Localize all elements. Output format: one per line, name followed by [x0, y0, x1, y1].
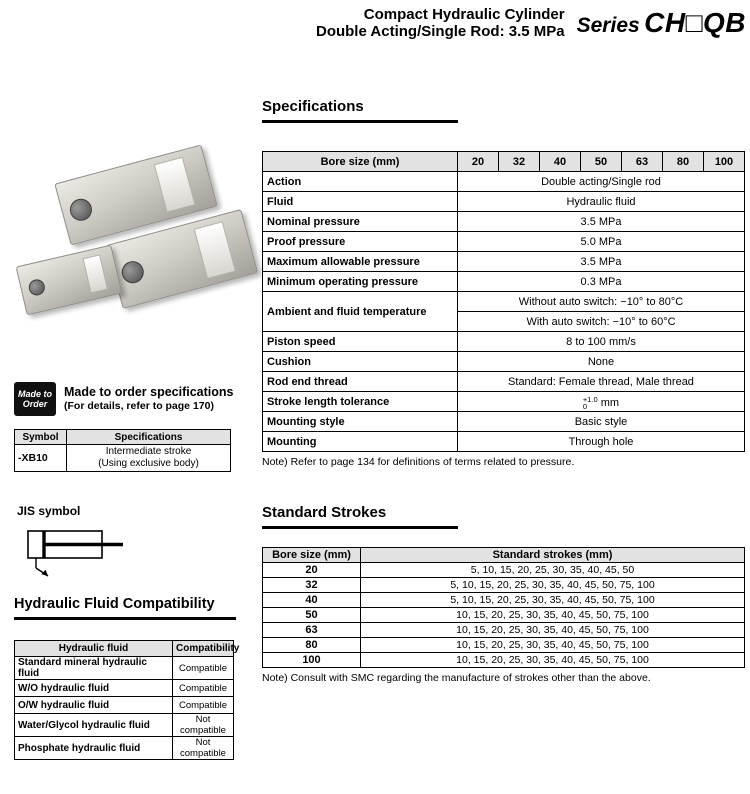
spec-row-value: Standard: Female thread, Male thread — [458, 372, 745, 392]
spec-row-value: 3.5 MPa — [458, 212, 745, 232]
spec-row-value: Through hole — [458, 432, 745, 452]
table-row — [263, 653, 745, 668]
cylinder-rod-end-icon — [67, 196, 94, 223]
fluid-col-header: Hydraulic fluid — [15, 641, 173, 657]
cylinder-rod-end-icon — [27, 278, 46, 297]
table-row — [263, 623, 745, 638]
strokes-value: 10, 15, 20, 25, 30, 35, 40, 45, 50, 75, 100 — [361, 653, 745, 668]
strokes-value: 5, 10, 15, 20, 25, 30, 35, 40, 45, 50, 75, 100 — [361, 593, 745, 608]
spec-row-value: 0.3 MPa — [458, 272, 745, 292]
spec-row-label: Ambient and fluid temperature — [263, 292, 458, 332]
series-title — [577, 7, 746, 39]
bore-value: 63 — [263, 623, 361, 638]
cylinder-label-band — [82, 254, 108, 293]
spec-row-value: None — [458, 352, 745, 372]
spec-row-label: Stroke length tolerance — [263, 392, 458, 412]
bore-size-header: Bore size (mm) — [263, 152, 458, 172]
spec-row-value — [458, 392, 745, 412]
made-to-order-text — [64, 385, 233, 413]
page-header — [316, 6, 746, 40]
tolerance-lower: 0 — [582, 402, 588, 411]
table-row — [263, 432, 745, 452]
bore-value: 80 — [263, 638, 361, 653]
symbol-spec-line1: Intermediate stroke — [105, 446, 192, 457]
bore-size-value: 50 — [581, 152, 622, 172]
bore-value: 32 — [263, 578, 361, 593]
symbol-table — [14, 429, 231, 472]
bore-size-value: 20 — [458, 152, 499, 172]
compatibility-value: Not compatible — [173, 737, 234, 760]
bore-value: 100 — [263, 653, 361, 668]
spec-row-value: Double acting/Single rod — [458, 172, 745, 192]
fluid-name: W/O hydraulic fluid — [15, 680, 173, 697]
cylinder-label-band — [154, 157, 196, 213]
spec-row-label: Proof pressure — [263, 232, 458, 252]
standard-strokes-table — [262, 547, 745, 668]
table-row — [263, 252, 745, 272]
bore-value: 50 — [263, 608, 361, 623]
table-row — [263, 332, 745, 352]
fluid-compatibility-heading: Hydraulic Fluid Compatibility — [14, 596, 236, 620]
page-title — [316, 6, 565, 40]
table-row — [263, 272, 745, 292]
fluid-compatibility-table — [14, 640, 240, 760]
title-line-2: Double Acting/Single Rod: 3.5 MPa — [315, 23, 565, 40]
compatibility-value: Not compatible — [173, 714, 234, 737]
table-row — [263, 392, 745, 412]
table-row — [263, 608, 745, 623]
bore-size-value: 63 — [622, 152, 663, 172]
made-to-order-block — [14, 382, 233, 416]
strokes-col-header: Standard strokes (mm) — [361, 548, 745, 563]
table-header-row — [263, 152, 745, 172]
bore-value: 20 — [263, 563, 361, 578]
table-row — [263, 292, 745, 312]
strokes-value: 10, 15, 20, 25, 30, 35, 40, 45, 50, 75, 100 — [361, 638, 745, 653]
fluid-name: Phosphate hydraulic fluid — [15, 737, 173, 760]
specifications-heading: Specifications — [262, 98, 458, 123]
tolerance-fraction — [583, 396, 598, 411]
table-row — [263, 192, 745, 212]
title-line-1: Compact Hydraulic Cylinder — [363, 6, 565, 23]
table-row — [15, 445, 231, 472]
table-row — [263, 372, 745, 392]
spec-row-label: Action — [263, 172, 458, 192]
table-row — [263, 563, 745, 578]
symbol-col-header: Symbol — [15, 430, 67, 445]
table-row — [15, 697, 234, 714]
jis-cylinder-icon — [26, 521, 126, 579]
main-content — [262, 98, 745, 684]
fluid-name: Standard mineral hydraulic fluid — [15, 657, 173, 680]
spec-row-value: 8 to 100 mm/s — [458, 332, 745, 352]
cylinder-label-band — [194, 221, 236, 279]
spec-row-value: Basic style — [458, 412, 745, 432]
spec-row-label: Fluid — [263, 192, 458, 212]
table-row — [263, 352, 745, 372]
spec-row-label: Nominal pressure — [263, 212, 458, 232]
table-row — [263, 172, 745, 192]
table-row — [263, 412, 745, 432]
strokes-value: 5, 10, 15, 20, 25, 30, 35, 40, 45, 50, 75, 100 — [361, 578, 745, 593]
bore-size-value: 32 — [499, 152, 540, 172]
spec-row-value: 3.5 MPa — [458, 252, 745, 272]
table-row — [263, 212, 745, 232]
tolerance-unit: mm — [600, 397, 620, 409]
bore-size-value: 40 — [540, 152, 581, 172]
spec-row-label: Mounting — [263, 432, 458, 452]
table-header-row — [263, 548, 745, 563]
table-row — [263, 593, 745, 608]
table-row — [15, 737, 234, 760]
spec-row-label: Maximum allowable pressure — [263, 252, 458, 272]
spec-row-value: Hydraulic fluid — [458, 192, 745, 212]
spec-row-label: Piston speed — [263, 332, 458, 352]
symbol-value: -XB10 — [15, 445, 67, 472]
strokes-value: 10, 15, 20, 25, 30, 35, 40, 45, 50, 75, 100 — [361, 623, 745, 638]
spec-row-label: Rod end thread — [263, 372, 458, 392]
spec-row-value: Without auto switch: −10° to 80°C — [458, 292, 745, 312]
compatibility-value: Compatible — [173, 697, 234, 714]
table-row — [15, 657, 234, 680]
tolerance-upper: +1.0 — [582, 394, 598, 404]
symbol-spec-value — [67, 445, 231, 472]
jis-symbol-label: JIS symbol — [17, 504, 81, 518]
badge-line-1: Made to — [17, 389, 52, 399]
bore-value: 40 — [263, 593, 361, 608]
symbol-spec-line2: (Using exclusive body) — [98, 458, 199, 469]
table-row — [15, 680, 234, 697]
spec-row-value: With auto switch: −10° to 60°C — [458, 312, 745, 332]
table-row — [263, 578, 745, 593]
made-to-order-badge-icon — [14, 382, 56, 416]
compatibility-col-header: Compatibility — [173, 641, 234, 657]
made-to-order-refer: (For details, refer to page 170) — [64, 400, 214, 412]
spec-row-label: Mounting style — [263, 412, 458, 432]
bore-size-value: 80 — [663, 152, 704, 172]
strokes-value: 5, 10, 15, 20, 25, 30, 35, 40, 45, 50 — [361, 563, 745, 578]
product-photo-3 — [16, 245, 123, 316]
series-name: CH□QB — [644, 7, 746, 38]
bore-size-value: 100 — [704, 152, 745, 172]
strokes-value: 10, 15, 20, 25, 30, 35, 40, 45, 50, 75, 100 — [361, 608, 745, 623]
spec-row-label: Minimum operating pressure — [263, 272, 458, 292]
table-row — [263, 232, 745, 252]
specifications-table — [262, 151, 745, 452]
spec-row-label: Cushion — [263, 352, 458, 372]
fluid-name: O/W hydraulic fluid — [15, 697, 173, 714]
table-row — [15, 714, 234, 737]
standard-strokes-heading: Standard Strokes — [262, 504, 458, 529]
specifications-col-header: Specifications — [67, 430, 231, 445]
compatibility-value: Compatible — [173, 657, 234, 680]
table-row — [263, 638, 745, 653]
spec-note: Note) Refer to page 134 for definitions of terms related to pressure. — [262, 456, 575, 468]
strokes-note: Note) Consult with SMC regarding the manufacture of strokes other than the above. — [262, 672, 651, 684]
cylinder-rod-end-icon — [119, 259, 146, 286]
badge-line-2: Order — [22, 399, 48, 409]
made-to-order-title: Made to order specifications — [64, 385, 234, 399]
series-prefix: Series — [576, 14, 640, 37]
spec-row-value: 5.0 MPa — [458, 232, 745, 252]
bore-size-col-header: Bore size (mm) — [263, 548, 361, 563]
fluid-name: Water/Glycol hydraulic fluid — [15, 714, 173, 737]
jis-symbol-drawing — [26, 521, 126, 584]
compatibility-value: Compatible — [173, 680, 234, 697]
